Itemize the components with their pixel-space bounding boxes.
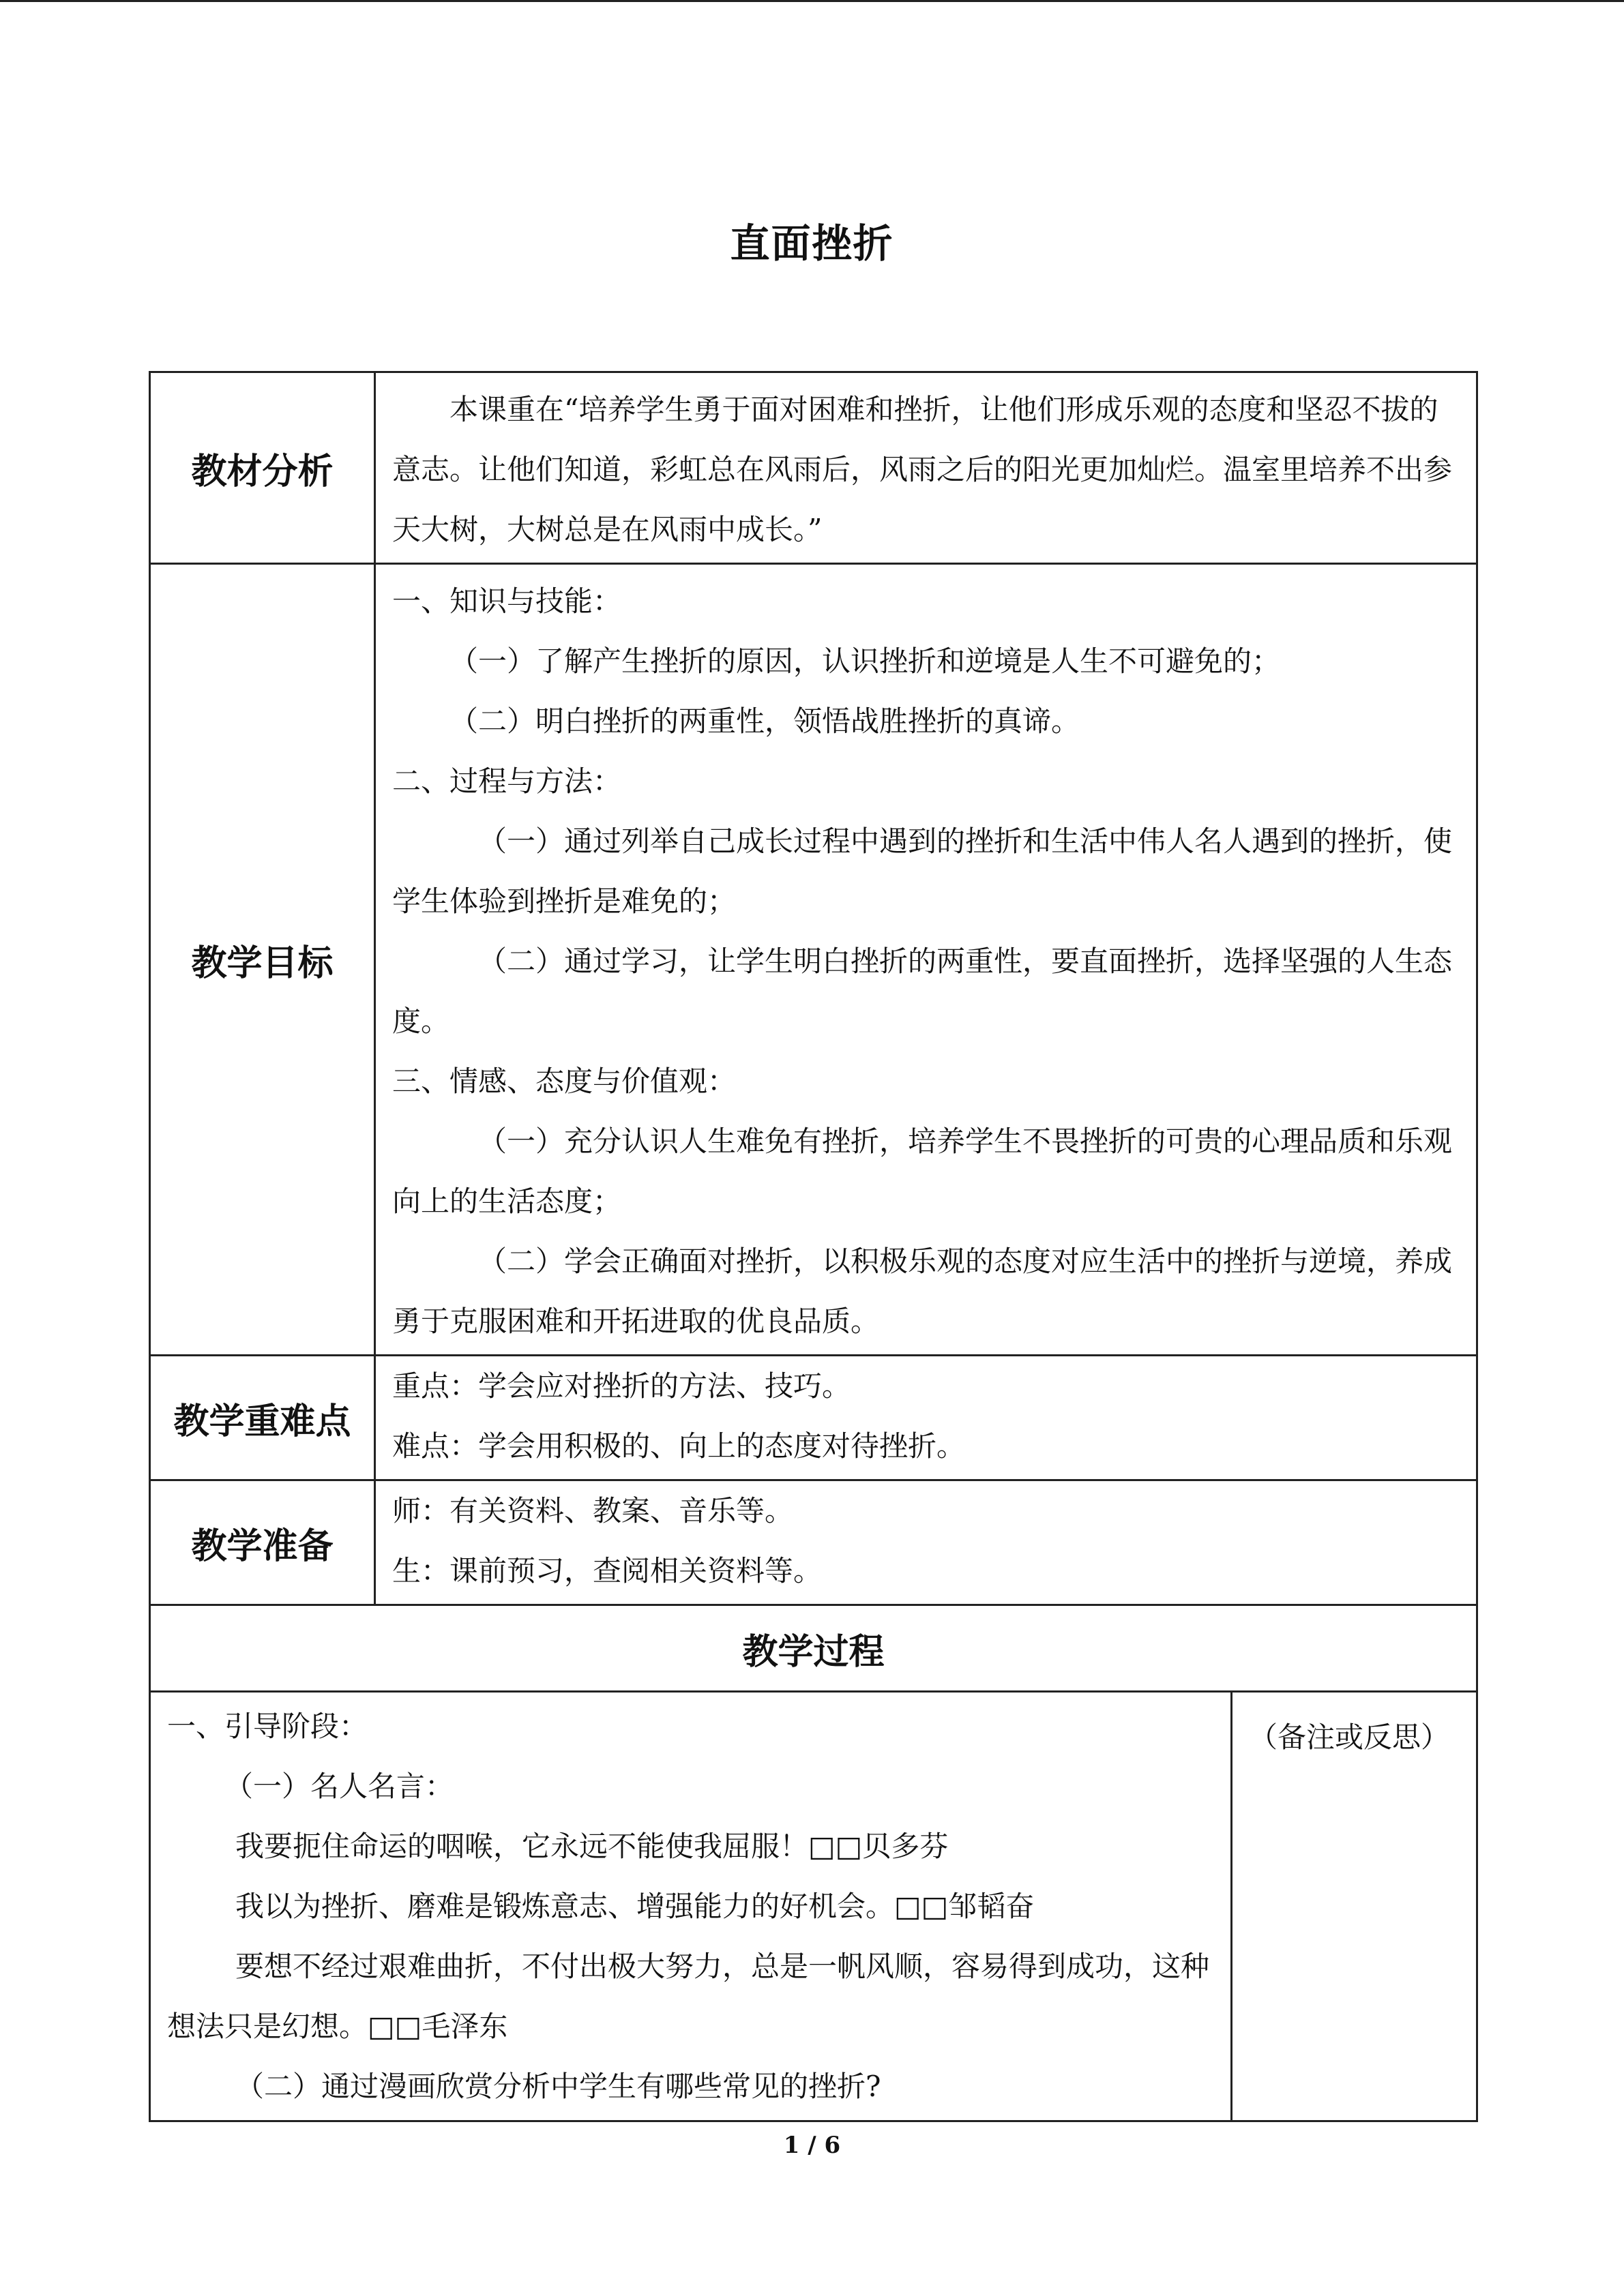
row-key-points xyxy=(150,1356,1477,1480)
process-sub-2: （二）通过漫画欣赏分析中学生有哪些常见的挫折? xyxy=(235,2070,881,2103)
goals-item: （一）通过列举自己成长过程中遇到的挫折和生活中伟人名人遇到的挫折，使学生体验到挫折是难免的； xyxy=(392,824,1453,918)
lesson-plan-table xyxy=(149,371,1478,2122)
goals-heading-1: 一、知识与技能： xyxy=(392,584,622,618)
quote-beethoven: 我要扼住命运的咽喉，它永远不能使我屈服！□□贝多芬 xyxy=(235,1830,949,1863)
material-head: 教材分析 xyxy=(150,372,375,564)
goals-item: （一）充分认识人生难免有挫折，培养学生不畏挫折的可贵的心理品质和乐观向上的生活态度； xyxy=(392,1124,1453,1218)
student-prep-line: 生：课前预习，查阅相关资料等。 xyxy=(392,1554,823,1587)
top-border-line xyxy=(0,0,1624,2)
prep-cell xyxy=(375,1480,1477,1605)
row-preparation xyxy=(150,1480,1477,1605)
row-material xyxy=(150,372,1477,564)
page-title: 直面挫折 xyxy=(730,220,894,267)
note-text: （备注或反思） xyxy=(1249,1720,1450,1754)
quote-mao: 要想不经过艰难曲折，不付出极大努力，总是一帆风顺，容易得到成功，这种想法只是幻想。□□毛泽东 xyxy=(167,1950,1210,2043)
quote-zou: 我以为挫折、磨难是锻炼意志、增强能力的好机会。□□邹韬奋 xyxy=(235,1890,1035,1923)
goals-item: （二）明白挫折的两重性，领悟战胜挫折的真谛。 xyxy=(449,704,1080,738)
goals-item: （一）了解产生挫折的原因，认识挫折和逆境是人生不可避免的； xyxy=(449,644,1281,678)
row-process-body xyxy=(150,1692,1477,2121)
prep-head: 教学准备 xyxy=(150,1480,375,1605)
goals-cell xyxy=(375,564,1477,1356)
process-cell xyxy=(150,1692,1232,2121)
difficulty-line: 难点：学会用积极的、向上的态度对待挫折。 xyxy=(392,1429,966,1463)
key-point-line: 重点：学会应对挫折的方法、技巧。 xyxy=(392,1369,851,1403)
material-text: 本课重在“培养学生勇于面对困难和挫折，让他们形成乐观的态度和坚忍不拔的意志。让他们知道，彩虹总在风雨后，风雨之后的阳光更加灿烂。温室里培养不出参天大树，大树总是在风雨中成长。” xyxy=(392,393,1453,546)
goals-heading-2: 二、过程与方法： xyxy=(392,764,622,798)
teacher-prep-line: 师：有关资料、教案、音乐等。 xyxy=(392,1494,794,1527)
note-cell xyxy=(1232,1692,1477,2121)
goals-item: （二）学会正确面对挫折，以积极乐观的态度对应生活中的挫折与逆境，养成勇于克服困难和开拓进取的优良品质。 xyxy=(392,1244,1453,1338)
process-stage-1: 一、引导阶段： xyxy=(167,1710,368,1743)
material-cell xyxy=(375,372,1477,564)
row-process-title xyxy=(150,1605,1477,1692)
row-goals xyxy=(150,564,1477,1356)
page-number: 1 / 6 xyxy=(783,2132,841,2159)
key-cell xyxy=(375,1356,1477,1480)
goals-head: 教学目标 xyxy=(150,564,375,1356)
goals-item: （二）通过学习，让学生明白挫折的两重性，要直面挫折，选择坚强的人生态度。 xyxy=(392,944,1453,1038)
process-sub-1: （一）名人名言： xyxy=(224,1770,454,1803)
process-head: 教学过程 xyxy=(150,1605,1477,1692)
key-head: 教学重难点 xyxy=(150,1356,375,1480)
goals-heading-3: 三、情感、态度与价值观： xyxy=(392,1064,737,1098)
